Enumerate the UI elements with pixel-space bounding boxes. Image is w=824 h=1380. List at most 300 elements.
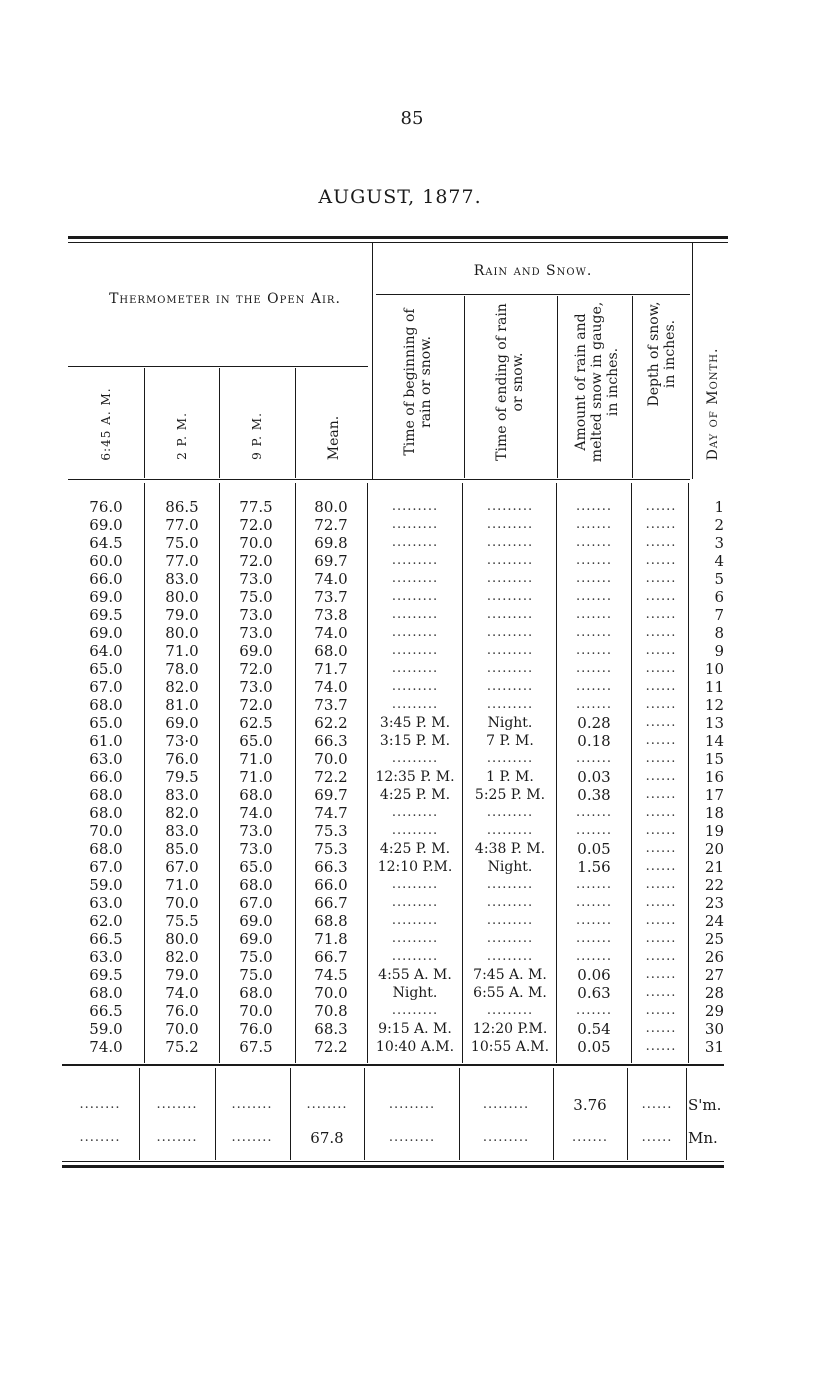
cell-depth: ...... xyxy=(645,517,677,532)
cell-amount: ....... xyxy=(576,571,612,586)
cell-9pm: 76.0 xyxy=(239,1020,273,1038)
cell-mean: 71.8 xyxy=(314,930,348,948)
sum-amount: 3.76 xyxy=(573,1096,607,1114)
cell-depth: ...... xyxy=(645,697,677,712)
cell-amount: ....... xyxy=(576,949,612,964)
cell-depth: ...... xyxy=(645,553,677,568)
cell-rain-begin: ......... xyxy=(391,697,439,712)
cell-rain-end: ......... xyxy=(486,625,534,640)
cell-day: 8 xyxy=(714,624,724,642)
cell-depth: ...... xyxy=(645,715,677,730)
cell-9pm: 74.0 xyxy=(239,804,273,822)
cell-depth: ...... xyxy=(645,1021,677,1036)
cell-9pm: 73.0 xyxy=(239,624,273,642)
cell-rain-end: ......... xyxy=(486,895,534,910)
cell-9pm: 69.0 xyxy=(239,912,273,930)
cell-day: 27 xyxy=(704,966,724,984)
thermometer-group-label: Thermometer in the Open Air. xyxy=(109,291,341,307)
cell-rain-end: ......... xyxy=(486,607,534,622)
cell-rain-begin: 4:55 A. M. xyxy=(378,967,452,983)
cell-amount: ....... xyxy=(576,895,612,910)
cell-rain-end: ......... xyxy=(486,643,534,658)
cell-amount: 0.05 xyxy=(577,1038,611,1056)
cell-2pm: 82.0 xyxy=(165,678,199,696)
cell-depth: ...... xyxy=(645,499,677,514)
cell-day: 17 xyxy=(704,786,724,804)
cell-9pm: 77.5 xyxy=(239,498,273,516)
cell-9pm: 68.0 xyxy=(239,984,273,1002)
header-divider-6 xyxy=(557,296,558,478)
cell-rain-begin: ......... xyxy=(391,661,439,676)
cell-depth: ...... xyxy=(645,985,677,1000)
cell-9pm: 72.0 xyxy=(239,516,273,534)
cell-2pm: 75.0 xyxy=(165,534,199,552)
cell-am: 69.0 xyxy=(89,588,123,606)
cell-day: 3 xyxy=(714,534,724,552)
cell-2pm: 71.0 xyxy=(165,876,199,894)
cell-2pm: 86.5 xyxy=(165,498,199,516)
cell-amount: ....... xyxy=(576,517,612,532)
cell-depth: ...... xyxy=(645,751,677,766)
cell-9pm: 68.0 xyxy=(239,876,273,894)
cell-2pm: 71.0 xyxy=(165,642,199,660)
cell-mean: 75.3 xyxy=(314,840,348,858)
table-row xyxy=(0,642,824,660)
cell-depth: ...... xyxy=(645,931,677,946)
header-divider-7 xyxy=(632,296,633,478)
cell-rain-begin: ......... xyxy=(391,805,439,820)
cell-amount: ....... xyxy=(576,751,612,766)
sum-row xyxy=(0,1094,824,1116)
cell-mean: 66.0 xyxy=(314,876,348,894)
cell-day: 21 xyxy=(704,858,724,876)
cell-am: 74.0 xyxy=(89,1038,123,1056)
cell-9pm: 67.5 xyxy=(239,1038,273,1056)
cell-2pm: 85.0 xyxy=(165,840,199,858)
cell-am: 69.5 xyxy=(89,606,123,624)
cell-am: 63.0 xyxy=(89,750,123,768)
cell-am: 69.0 xyxy=(89,624,123,642)
cell-am: 69.0 xyxy=(89,516,123,534)
mean-dots-depth: ...... xyxy=(641,1130,673,1145)
cell-2pm: 74.0 xyxy=(165,984,199,1002)
table-row xyxy=(0,732,824,750)
cell-day: 30 xyxy=(704,1020,724,1038)
cell-rain-end: ......... xyxy=(486,589,534,604)
cell-mean: 71.7 xyxy=(314,660,348,678)
table-row xyxy=(0,984,824,1002)
header-rain-end: Time of ending of rain or snow. xyxy=(494,303,526,461)
cell-amount: ....... xyxy=(576,589,612,604)
cell-rain-end: ......... xyxy=(486,805,534,820)
cell-day: 15 xyxy=(704,750,724,768)
cell-depth: ...... xyxy=(645,769,677,784)
bottom-rule-thin xyxy=(62,1161,724,1162)
cell-rain-end: ......... xyxy=(486,751,534,766)
cell-rain-end: 7 P. M. xyxy=(486,733,534,749)
cell-am: 65.0 xyxy=(89,660,123,678)
cell-depth: ...... xyxy=(645,949,677,964)
table-row xyxy=(0,534,824,552)
cell-amount: ....... xyxy=(576,877,612,892)
cell-mean: 80.0 xyxy=(314,498,348,516)
cell-depth: ...... xyxy=(645,589,677,604)
cell-depth: ...... xyxy=(645,607,677,622)
cell-9pm: 73.0 xyxy=(239,840,273,858)
cell-2pm: 79.0 xyxy=(165,966,199,984)
cell-amount: ....... xyxy=(576,643,612,658)
table-row xyxy=(0,822,824,840)
cell-am: 70.0 xyxy=(89,822,123,840)
cell-amount: ....... xyxy=(576,553,612,568)
cell-rain-end: ......... xyxy=(486,949,534,964)
cell-rain-begin: 4:25 P. M. xyxy=(379,787,451,803)
mean-dots-am: ........ xyxy=(79,1130,121,1145)
cell-depth: ...... xyxy=(645,571,677,586)
cell-depth: ...... xyxy=(645,535,677,550)
cell-depth: ...... xyxy=(645,1039,677,1054)
cell-day: 1 xyxy=(714,498,724,516)
cell-amount: 0.54 xyxy=(577,1020,611,1038)
cell-am: 59.0 xyxy=(89,1020,123,1038)
cell-day: 11 xyxy=(704,678,724,696)
cell-day: 12 xyxy=(704,696,724,714)
cell-depth: ...... xyxy=(645,841,677,856)
sum-dots-end: ......... xyxy=(482,1097,530,1112)
header-bottom-rule xyxy=(68,479,690,480)
cell-2pm: 76.0 xyxy=(165,1002,199,1020)
cell-day: 23 xyxy=(704,894,724,912)
cell-am: 66.5 xyxy=(89,930,123,948)
cell-2pm: 67.0 xyxy=(165,858,199,876)
cell-day: 2 xyxy=(714,516,724,534)
cell-amount: ....... xyxy=(576,697,612,712)
cell-2pm: 82.0 xyxy=(165,948,199,966)
cell-2pm: 81.0 xyxy=(165,696,199,714)
cell-mean: 74.0 xyxy=(314,570,348,588)
cell-amount: ....... xyxy=(576,823,612,838)
cell-depth: ...... xyxy=(645,967,677,982)
cell-am: 68.0 xyxy=(89,840,123,858)
table-row xyxy=(0,570,824,588)
sum-dots-9pm: ........ xyxy=(231,1097,273,1112)
cell-rain-end: Night. xyxy=(487,859,533,875)
header-divider-2 xyxy=(219,368,220,478)
cell-day: 31 xyxy=(704,1038,724,1056)
table-row xyxy=(0,966,824,984)
cell-rain-begin: ......... xyxy=(391,931,439,946)
cell-rain-begin: ......... xyxy=(391,679,439,694)
cell-am: 69.5 xyxy=(89,966,123,984)
cell-mean: 70.0 xyxy=(314,984,348,1002)
cell-depth: ...... xyxy=(645,787,677,802)
cell-rain-begin: Night. xyxy=(392,985,438,1001)
top-rule-thick xyxy=(68,236,728,239)
cell-day: 13 xyxy=(704,714,724,732)
cell-rain-end: 5:25 P. M. xyxy=(474,787,546,803)
table-row xyxy=(0,930,824,948)
table-row xyxy=(0,750,824,768)
cell-am: 64.0 xyxy=(89,642,123,660)
cell-rain-begin: 12:35 P. M. xyxy=(375,769,455,785)
cell-rain-end: ......... xyxy=(486,553,534,568)
cell-rain-end: ......... xyxy=(486,571,534,586)
table-row xyxy=(0,498,824,516)
cell-rain-begin: ......... xyxy=(391,571,439,586)
cell-am: 64.5 xyxy=(89,534,123,552)
cell-2pm: 80.0 xyxy=(165,588,199,606)
cell-2pm: 75.5 xyxy=(165,912,199,930)
cell-rain-end: Night. xyxy=(487,715,533,731)
cell-depth: ...... xyxy=(645,625,677,640)
cell-am: 63.0 xyxy=(89,894,123,912)
table-row xyxy=(0,876,824,894)
cell-mean: 69.7 xyxy=(314,552,348,570)
table-row xyxy=(0,1020,824,1038)
sum-dots-mean: ........ xyxy=(306,1097,348,1112)
cell-mean: 73.7 xyxy=(314,588,348,606)
rain-snow-group-label: Rain and Snow. xyxy=(473,263,593,279)
cell-amount: 0.05 xyxy=(577,840,611,858)
cell-2pm: 70.0 xyxy=(165,894,199,912)
cell-mean: 72.7 xyxy=(314,516,348,534)
cell-amount: 0.38 xyxy=(577,786,611,804)
cell-9pm: 68.0 xyxy=(239,786,273,804)
cell-2pm: 79.0 xyxy=(165,606,199,624)
cell-9pm: 73.0 xyxy=(239,678,273,696)
cell-amount: ....... xyxy=(576,679,612,694)
cell-day: 26 xyxy=(704,948,724,966)
cell-9pm: 72.0 xyxy=(239,696,273,714)
cell-2pm: 77.0 xyxy=(165,516,199,534)
cell-rain-end: 10:55 A.M. xyxy=(470,1039,550,1055)
cell-rain-begin: ......... xyxy=(391,607,439,622)
cell-am: 62.0 xyxy=(89,912,123,930)
cell-rain-begin: ......... xyxy=(391,751,439,766)
cell-rain-end: ......... xyxy=(486,1003,534,1018)
cell-rain-end: 6:55 A. M. xyxy=(473,985,547,1001)
cell-day: 22 xyxy=(704,876,724,894)
cell-rain-begin: ......... xyxy=(391,895,439,910)
cell-mean: 62.2 xyxy=(314,714,348,732)
cell-depth: ...... xyxy=(645,859,677,874)
cell-9pm: 69.0 xyxy=(239,642,273,660)
cell-day: 25 xyxy=(704,930,724,948)
cell-depth: ...... xyxy=(645,895,677,910)
table-row xyxy=(0,660,824,678)
cell-rain-end: 12:20 P.M. xyxy=(472,1021,548,1037)
cell-mean: 70.0 xyxy=(314,750,348,768)
cell-am: 59.0 xyxy=(89,876,123,894)
cell-amount: ....... xyxy=(576,931,612,946)
rain-group-underline xyxy=(376,294,690,295)
cell-day: 20 xyxy=(704,840,724,858)
cell-rain-begin: ......... xyxy=(391,643,439,658)
cell-mean: 66.3 xyxy=(314,858,348,876)
cell-9pm: 62.5 xyxy=(239,714,273,732)
cell-rain-begin: ......... xyxy=(391,949,439,964)
cell-mean: 74.5 xyxy=(314,966,348,984)
cell-9pm: 65.0 xyxy=(239,858,273,876)
cell-amount: 0.06 xyxy=(577,966,611,984)
cell-2pm: 73·0 xyxy=(165,732,199,750)
table-row xyxy=(0,624,824,642)
cell-rain-end: ......... xyxy=(486,679,534,694)
cell-rain-begin: ......... xyxy=(391,625,439,640)
cell-9pm: 72.0 xyxy=(239,552,273,570)
cell-am: 66.0 xyxy=(89,768,123,786)
cell-rain-end: 7:45 A. M. xyxy=(473,967,547,983)
cell-depth: ...... xyxy=(645,877,677,892)
cell-day: 19 xyxy=(704,822,724,840)
cell-depth: ...... xyxy=(645,913,677,928)
cell-amount: ....... xyxy=(576,805,612,820)
cell-amount: ....... xyxy=(576,499,612,514)
cell-depth: ...... xyxy=(645,1003,677,1018)
cell-amount: ....... xyxy=(576,535,612,550)
cell-2pm: 76.0 xyxy=(165,750,199,768)
cell-rain-end: ......... xyxy=(486,517,534,532)
header-mean: Mean. xyxy=(326,415,342,461)
cell-amount: 0.63 xyxy=(577,984,611,1002)
divider-rain-day xyxy=(692,243,693,479)
summary-rule-top xyxy=(62,1064,724,1066)
mean-dots-2pm: ........ xyxy=(156,1130,198,1145)
cell-depth: ...... xyxy=(645,733,677,748)
sum-dots-depth: ...... xyxy=(641,1097,673,1112)
cell-day: 24 xyxy=(704,912,724,930)
cell-rain-end: ......... xyxy=(486,499,534,514)
cell-9pm: 70.0 xyxy=(239,534,273,552)
cell-am: 68.0 xyxy=(89,984,123,1002)
cell-9pm: 72.0 xyxy=(239,660,273,678)
header-divider-1 xyxy=(144,368,145,478)
cell-depth: ...... xyxy=(645,805,677,820)
cell-9pm: 71.0 xyxy=(239,750,273,768)
cell-mean: 75.3 xyxy=(314,822,348,840)
table-row xyxy=(0,894,824,912)
header-9pm: 9 P. M. xyxy=(250,412,264,460)
cell-rain-end: ......... xyxy=(486,697,534,712)
cell-rain-begin: ......... xyxy=(391,877,439,892)
table-row xyxy=(0,714,824,732)
cell-rain-begin: ......... xyxy=(391,517,439,532)
cell-mean: 66.7 xyxy=(314,894,348,912)
mean-dots-amount: ....... xyxy=(572,1130,608,1145)
cell-day: 5 xyxy=(714,570,724,588)
cell-amount: ....... xyxy=(576,607,612,622)
cell-mean: 68.0 xyxy=(314,642,348,660)
cell-day: 16 xyxy=(704,768,724,786)
cell-9pm: 71.0 xyxy=(239,768,273,786)
cell-rain-begin: ......... xyxy=(391,589,439,604)
cell-9pm: 73.0 xyxy=(239,570,273,588)
mean-value: 67.8 xyxy=(310,1129,344,1147)
table-row xyxy=(0,912,824,930)
cell-depth: ...... xyxy=(645,661,677,676)
cell-am: 68.0 xyxy=(89,786,123,804)
bottom-rule-thick xyxy=(62,1165,724,1168)
table-row xyxy=(0,552,824,570)
divider-thermo-rain xyxy=(372,243,373,479)
table-row xyxy=(0,696,824,714)
table-row xyxy=(0,768,824,786)
cell-2pm: 75.2 xyxy=(165,1038,199,1056)
cell-am: 60.0 xyxy=(89,552,123,570)
cell-rain-begin: ......... xyxy=(391,499,439,514)
mean-dots-end: ......... xyxy=(482,1130,530,1145)
cell-mean: 72.2 xyxy=(314,768,348,786)
sum-label: S'm. xyxy=(688,1096,722,1114)
cell-day: 6 xyxy=(714,588,724,606)
cell-amount: 0.03 xyxy=(577,768,611,786)
cell-am: 66.5 xyxy=(89,1002,123,1020)
cell-9pm: 73.0 xyxy=(239,606,273,624)
table-row xyxy=(0,516,824,534)
thermo-group-underline xyxy=(68,366,368,367)
cell-am: 65.0 xyxy=(89,714,123,732)
cell-mean: 66.7 xyxy=(314,948,348,966)
cell-amount: 1.56 xyxy=(577,858,611,876)
cell-rain-begin: 3:15 P. M. xyxy=(379,733,451,749)
cell-am: 67.0 xyxy=(89,678,123,696)
cell-mean: 68.8 xyxy=(314,912,348,930)
table-row xyxy=(0,948,824,966)
cell-mean: 73.7 xyxy=(314,696,348,714)
cell-9pm: 69.0 xyxy=(239,930,273,948)
cell-mean: 74.0 xyxy=(314,678,348,696)
cell-mean: 74.7 xyxy=(314,804,348,822)
table-row xyxy=(0,786,824,804)
cell-mean: 70.8 xyxy=(314,1002,348,1020)
cell-9pm: 75.0 xyxy=(239,948,273,966)
cell-depth: ...... xyxy=(645,823,677,838)
cell-rain-begin: 9:15 A. M. xyxy=(378,1021,452,1037)
cell-rain-end: ......... xyxy=(486,823,534,838)
table-row xyxy=(0,858,824,876)
page-number: 85 xyxy=(400,108,424,129)
cell-rain-end: 4:38 P. M. xyxy=(474,841,546,857)
cell-rain-end: 1 P. M. xyxy=(486,769,534,785)
cell-2pm: 83.0 xyxy=(165,570,199,588)
cell-amount: ....... xyxy=(576,913,612,928)
header-amount: Amount of rain and melted snow in gauge, in inches. xyxy=(573,301,621,463)
cell-depth: ...... xyxy=(645,643,677,658)
cell-2pm: 83.0 xyxy=(165,786,199,804)
table-row xyxy=(0,678,824,696)
cell-9pm: 67.0 xyxy=(239,894,273,912)
cell-mean: 66.3 xyxy=(314,732,348,750)
cell-2pm: 80.0 xyxy=(165,624,199,642)
cell-rain-begin: 12:10 P.M. xyxy=(377,859,453,875)
cell-rain-begin: 3:45 P. M. xyxy=(379,715,451,731)
cell-am: 61.0 xyxy=(89,732,123,750)
cell-2pm: 83.0 xyxy=(165,822,199,840)
cell-2pm: 70.0 xyxy=(165,1020,199,1038)
header-rain-begin: Time of beginning of rain or snow. xyxy=(402,308,434,456)
table-row xyxy=(0,840,824,858)
top-rule-thin xyxy=(68,242,728,243)
cell-2pm: 77.0 xyxy=(165,552,199,570)
cell-2pm: 80.0 xyxy=(165,930,199,948)
header-depth: Depth of snow, in inches. xyxy=(646,301,678,407)
cell-day: 18 xyxy=(704,804,724,822)
cell-rain-begin: ......... xyxy=(391,823,439,838)
cell-9pm: 75.0 xyxy=(239,588,273,606)
table-row xyxy=(0,606,824,624)
mean-dots-begin: ......... xyxy=(388,1130,436,1145)
mean-dots-9pm: ........ xyxy=(231,1130,273,1145)
